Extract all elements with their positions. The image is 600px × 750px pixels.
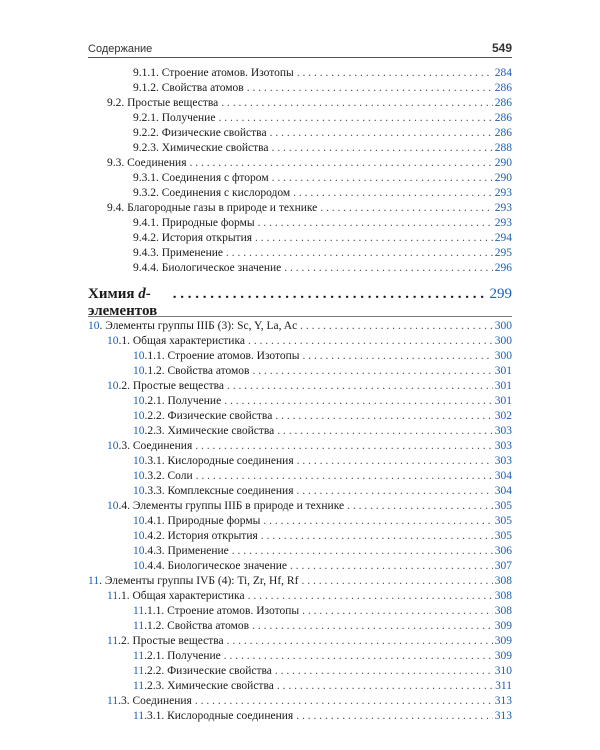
toc-page-link[interactable]: 288 <box>494 142 512 154</box>
toc-entry-number: 10.1.2. <box>133 365 165 377</box>
toc-entry-number: 10.3.3. <box>133 485 165 497</box>
toc-page-link[interactable]: 303 <box>494 440 512 452</box>
toc-page-link[interactable]: 293 <box>494 202 512 214</box>
toc-entry-title: Соединения <box>127 157 187 169</box>
toc-entry-number: 11.2. <box>107 635 130 647</box>
toc-entry-number: 11.1.1. <box>133 605 165 617</box>
toc-entry-title: Простые вещества <box>132 635 224 647</box>
toc-entry-title: Получение <box>167 650 221 662</box>
toc-entry-label <box>133 186 290 201</box>
toc-page-link[interactable]: 290 <box>494 157 512 169</box>
leader-dots <box>252 364 492 379</box>
toc-entry-label <box>133 484 293 499</box>
chapter-page-link[interactable]: 299 <box>489 286 512 302</box>
toc-entry-number: 9.4.2. <box>133 232 159 244</box>
toc-entry-title: Химические свойства <box>167 680 274 692</box>
leader-dots <box>301 574 492 589</box>
toc-entry-title: Химические свойства <box>161 142 269 154</box>
toc-page-link[interactable]: 301 <box>494 365 512 377</box>
toc-page-link[interactable]: 303 <box>494 425 512 437</box>
toc-entry-title: Физические свойства <box>167 665 272 677</box>
leader-dots <box>255 231 493 246</box>
header-rule <box>88 57 512 58</box>
toc-page-link[interactable]: 305 <box>494 530 512 542</box>
toc-page-link[interactable]: 308 <box>494 575 512 587</box>
toc-entry-number: 11.3. <box>107 695 130 707</box>
toc-page-link[interactable]: 306 <box>494 545 512 557</box>
toc-entry[interactable] <box>88 619 512 634</box>
toc-entry[interactable] <box>88 679 512 694</box>
toc-entry-title: Природные формы <box>161 217 255 229</box>
toc-page-link[interactable]: 305 <box>494 500 512 512</box>
toc-entry-number: 9.1.1. <box>133 67 159 79</box>
toc-entry-label <box>133 141 269 156</box>
toc-entry[interactable] <box>88 649 512 664</box>
toc-entry-number: 10.1.1. <box>133 350 165 362</box>
leader-dots <box>226 246 493 261</box>
toc-entry[interactable] <box>88 81 512 96</box>
toc-entry-label <box>88 319 297 334</box>
toc-page-link[interactable]: 286 <box>494 97 512 109</box>
toc-entry-label <box>133 424 274 439</box>
toc-entry-label <box>133 649 221 664</box>
toc-entry[interactable] <box>88 424 512 439</box>
toc-entry[interactable] <box>88 364 512 379</box>
toc-entry[interactable] <box>88 409 512 424</box>
toc-entry-title: Свойства атомов <box>161 82 244 94</box>
toc-entry-number: 10.4.1. <box>133 515 165 527</box>
toc-entry-title: Простые вещества <box>132 380 225 392</box>
toc-entry-label <box>133 111 215 126</box>
toc-entry[interactable] <box>88 439 512 454</box>
toc-entry[interactable] <box>88 664 512 679</box>
toc-entry-number: 11.3.1. <box>133 710 165 722</box>
toc-entry-label <box>133 126 267 141</box>
leader-dots <box>272 171 493 186</box>
toc-entry-title: История открытия <box>161 232 253 244</box>
leader-dots <box>272 141 493 156</box>
toc-entry[interactable] <box>88 261 512 276</box>
leader-dots <box>302 604 493 619</box>
toc-entry-title: Биологическое значение <box>167 560 288 572</box>
toc-entry-label <box>133 171 269 186</box>
toc-entry[interactable] <box>88 231 512 246</box>
toc-entry-title: Простые вещества <box>127 97 219 109</box>
toc-entry-number: 10.4.2. <box>133 530 165 542</box>
toc-entry-label <box>133 216 255 231</box>
toc-entry-label <box>107 499 344 514</box>
toc-entry[interactable] <box>88 454 512 469</box>
toc-entry[interactable] <box>88 201 512 216</box>
leader-dots <box>224 649 493 664</box>
toc-bottom-section <box>88 319 512 724</box>
toc-entry[interactable] <box>88 141 512 156</box>
leader-dots <box>224 394 493 409</box>
toc-entry-title: Кислородные соединения <box>167 455 294 467</box>
toc-entry-number: 9.2. <box>107 97 125 109</box>
toc-entry-title: Комплексные соединения <box>167 485 294 497</box>
toc-entry-number: 9.2.1. <box>133 112 159 124</box>
toc-entry[interactable] <box>88 156 512 171</box>
toc-entry-number: 10.1. <box>107 335 130 347</box>
toc-entry-label <box>107 334 245 349</box>
toc-entry[interactable] <box>88 186 512 201</box>
toc-entry[interactable] <box>88 126 512 141</box>
leader-dots <box>227 379 493 394</box>
toc-entry-label <box>107 96 218 111</box>
page-number: 549 <box>491 41 512 55</box>
toc-page-link[interactable]: 286 <box>494 127 512 139</box>
leader-dots <box>297 454 493 469</box>
toc-entry-number: 10.3. <box>107 440 130 452</box>
leader-dots <box>293 186 493 201</box>
toc-entry[interactable] <box>88 514 512 529</box>
leader-dots <box>347 499 493 514</box>
leader-dots <box>221 96 492 111</box>
leader-dots <box>196 469 493 484</box>
toc-entry[interactable] <box>88 694 512 709</box>
toc-page-link[interactable]: 300 <box>494 320 512 332</box>
toc-page-link[interactable]: 296 <box>494 262 512 274</box>
leader-dots <box>173 286 487 303</box>
leader-dots <box>247 81 493 96</box>
toc-entry-title: История открытия <box>167 530 258 542</box>
toc-entry[interactable] <box>88 394 512 409</box>
toc-entry-title: Свойства атомов <box>167 620 250 632</box>
toc-entry-label <box>107 634 224 649</box>
toc-entry[interactable] <box>88 66 512 81</box>
toc-entry-label <box>133 679 274 694</box>
toc-page-link[interactable]: 313 <box>494 695 512 707</box>
toc-page-link[interactable]: 308 <box>494 590 512 602</box>
toc-entry-label <box>133 81 244 96</box>
toc-entry-label <box>133 664 272 679</box>
toc-entry-label <box>107 201 317 216</box>
toc-entry-label <box>133 619 249 634</box>
toc-entry-title: Соединения <box>132 695 192 707</box>
toc-page-link[interactable]: 293 <box>494 187 512 199</box>
toc-page-link[interactable]: 286 <box>494 112 512 124</box>
toc-entry-number: 10.2. <box>107 380 130 392</box>
leader-dots <box>263 514 492 529</box>
leader-dots <box>232 544 493 559</box>
running-title: Содержание <box>88 43 153 55</box>
toc-entry-label <box>107 694 192 709</box>
toc-entry-number: 9.4.1. <box>133 217 159 229</box>
toc-entry-label <box>133 261 281 276</box>
toc-entry[interactable] <box>88 604 512 619</box>
leader-dots <box>296 484 492 499</box>
leader-dots <box>218 111 492 126</box>
toc-page-link[interactable]: 310 <box>494 665 512 677</box>
toc-entry-number: 10.3.2. <box>133 470 165 482</box>
toc-page-link[interactable]: 305 <box>494 515 512 527</box>
toc-entry-label <box>107 379 224 394</box>
chapter-title: Химия d-элементов <box>88 286 158 319</box>
toc-page-link[interactable]: 293 <box>494 217 512 229</box>
toc-entry[interactable] <box>88 216 512 231</box>
toc-entry-number: 10.2.2. <box>133 410 165 422</box>
toc-page-link[interactable]: 302 <box>494 410 512 422</box>
toc-page-link[interactable]: 294 <box>494 232 512 244</box>
toc-entry-number: 10. <box>88 320 103 332</box>
toc-entry-title: Соли <box>167 470 193 482</box>
leader-dots <box>195 439 492 454</box>
toc-entry-label <box>88 574 298 589</box>
toc-entry-title: Общая характеристика <box>132 590 245 602</box>
toc-page-link[interactable]: 300 <box>494 335 512 347</box>
toc-entry-title: Природные формы <box>167 515 261 527</box>
toc-entry-title: Элементы группы IIIБ в природе и технике <box>132 500 345 512</box>
toc-page-link[interactable]: 307 <box>494 560 512 572</box>
toc-entry-label <box>133 349 300 364</box>
toc-entry-label <box>133 604 299 619</box>
leader-dots <box>227 634 493 649</box>
leader-dots <box>300 319 493 334</box>
toc-entry-label <box>107 589 245 604</box>
toc-entry[interactable] <box>88 709 512 724</box>
leader-dots <box>248 589 493 604</box>
toc-entry-title: Получение <box>167 395 222 407</box>
page-header <box>88 35 512 55</box>
toc-entry-title: Применение <box>167 545 229 557</box>
toc-entry-number: 11.1.2. <box>133 620 165 632</box>
toc-page-link[interactable]: 304 <box>494 485 512 497</box>
toc-entry[interactable] <box>88 246 512 261</box>
toc-entry[interactable] <box>88 544 512 559</box>
toc-entry-number: 9.1.2. <box>133 82 159 94</box>
toc-entry-label <box>133 514 260 529</box>
toc-entry[interactable] <box>88 111 512 126</box>
toc-entry-number: 9.4.4. <box>133 262 159 274</box>
toc-entry-number: 9.3. <box>107 157 125 169</box>
toc-top-section <box>88 66 512 276</box>
leader-dots <box>258 216 493 231</box>
leader-dots <box>270 126 493 141</box>
toc-entry-number: 10.4. <box>107 500 130 512</box>
leader-dots <box>275 664 493 679</box>
toc-entry-title: Применение <box>161 247 224 259</box>
toc-entry-title: Общая характеристика <box>132 335 245 347</box>
toc-entry-label <box>133 409 272 424</box>
toc-page-link[interactable]: 301 <box>494 395 512 407</box>
leader-dots <box>252 619 493 634</box>
toc-entry-number: 10.2.1. <box>133 395 165 407</box>
toc-entry-number: 9.4. <box>107 202 125 214</box>
toc-entry-title: Физические свойства <box>161 127 267 139</box>
leader-dots <box>303 349 493 364</box>
toc-entry-label <box>133 246 223 261</box>
toc-entry-number: 11. <box>88 575 102 587</box>
toc-page-link[interactable]: 304 <box>494 470 512 482</box>
toc-entry-title: Получение <box>161 112 216 124</box>
toc-entry-label <box>133 454 294 469</box>
toc-entry[interactable] <box>88 484 512 499</box>
toc-page-link[interactable]: 290 <box>494 172 512 184</box>
toc-entry[interactable] <box>88 574 512 589</box>
toc-page-link[interactable]: 309 <box>494 635 512 647</box>
toc-entry-title: Кислородные соединения <box>167 710 294 722</box>
toc-entry-number: 10.2.3. <box>133 425 165 437</box>
toc-entry[interactable] <box>88 96 512 111</box>
toc-entry-number: 11.2.1. <box>133 650 165 662</box>
toc-page-link[interactable]: 295 <box>494 247 512 259</box>
toc-entry-label <box>133 66 294 81</box>
toc-entry-title: Свойства атомов <box>167 365 250 377</box>
toc-entry-number: 11.1. <box>107 590 130 602</box>
toc-page-link[interactable]: 303 <box>494 455 512 467</box>
toc-entry[interactable] <box>88 499 512 514</box>
toc-page-link[interactable]: 300 <box>494 350 512 362</box>
toc-entry-number: 10.4.4. <box>133 560 165 572</box>
toc-entry-title: Строение атомов. Изотопы <box>161 67 294 79</box>
toc-page-link[interactable]: 284 <box>494 67 512 79</box>
leader-dots <box>190 156 493 171</box>
toc-entry-number: 10.3.1. <box>133 455 165 467</box>
leader-dots <box>277 679 493 694</box>
toc-entry-title: Соединения с фтором <box>161 172 269 184</box>
toc-entry[interactable] <box>88 334 512 349</box>
toc-entry-title: Физические свойства <box>167 410 273 422</box>
toc-page-link[interactable]: 308 <box>494 605 512 617</box>
toc-entry-number: 11.2.3. <box>133 680 165 692</box>
toc-entry-title: Биологическое значение <box>161 262 282 274</box>
toc-entry-label <box>133 709 293 724</box>
leader-dots <box>195 694 493 709</box>
toc-entry-title: Химические свойства <box>167 425 275 437</box>
toc-entry-title: Благородные газы в природе и технике <box>127 202 318 214</box>
toc-entry-title: Строение атомов. Изотопы <box>167 605 300 617</box>
leader-dots <box>297 66 493 81</box>
toc-entry-label <box>133 559 287 574</box>
toc-entry-number: 9.2.2. <box>133 127 159 139</box>
leader-dots <box>284 261 492 276</box>
toc-page-link[interactable]: 301 <box>494 380 512 392</box>
toc-entry-title: Соединения с кислородом <box>161 187 291 199</box>
toc-page-link[interactable]: 311 <box>495 680 512 692</box>
leader-dots <box>296 709 493 724</box>
leader-dots <box>275 409 492 424</box>
toc-entry-label <box>133 364 249 379</box>
toc-entry-label <box>133 544 229 559</box>
toc-entry-label <box>133 529 258 544</box>
leader-dots <box>290 559 493 574</box>
leader-dots <box>277 424 492 439</box>
toc-entry-number: 9.3.1. <box>133 172 159 184</box>
toc-entry-label <box>133 231 252 246</box>
toc-entry[interactable] <box>88 634 512 649</box>
toc-entry-number: 11.2.2. <box>133 665 165 677</box>
toc-entry[interactable] <box>88 559 512 574</box>
toc-entry-label <box>133 469 193 484</box>
toc-page-link[interactable]: 286 <box>494 82 512 94</box>
toc-page-link[interactable]: 309 <box>494 620 512 632</box>
chapter-heading[interactable] <box>88 286 512 319</box>
toc-entry[interactable] <box>88 529 512 544</box>
toc-entry-label <box>107 439 192 454</box>
toc-entry-number: 9.3.2. <box>133 187 159 199</box>
toc-entry-label <box>107 156 187 171</box>
toc-entry[interactable] <box>88 349 512 364</box>
toc-entry-title: Элементы группы IVБ (4): Ti, Zr, Hf, Rf <box>104 575 299 587</box>
toc-entry[interactable] <box>88 319 512 334</box>
leader-dots <box>261 529 493 544</box>
toc-entry-number: 10.4.3. <box>133 545 165 557</box>
toc-entry-title: Строение атомов. Изотопы <box>167 350 300 362</box>
toc-entry-title: Соединения <box>132 440 193 452</box>
toc-entry[interactable] <box>88 171 512 186</box>
toc-entry-number: 9.4.3. <box>133 247 159 259</box>
toc-entry-number: 9.2.3. <box>133 142 159 154</box>
toc-entry[interactable] <box>88 469 512 484</box>
toc-page-link[interactable]: 313 <box>494 710 512 722</box>
toc-entry-title: Элементы группы IIIБ (3): Sc, Y, La, Ac <box>105 320 298 332</box>
chapter-rule <box>88 316 512 317</box>
toc-entry[interactable] <box>88 379 512 394</box>
toc-entry-label <box>133 394 221 409</box>
toc-page-link[interactable]: 309 <box>494 650 512 662</box>
toc-entry[interactable] <box>88 589 512 604</box>
leader-dots <box>248 334 493 349</box>
leader-dots <box>320 201 492 216</box>
